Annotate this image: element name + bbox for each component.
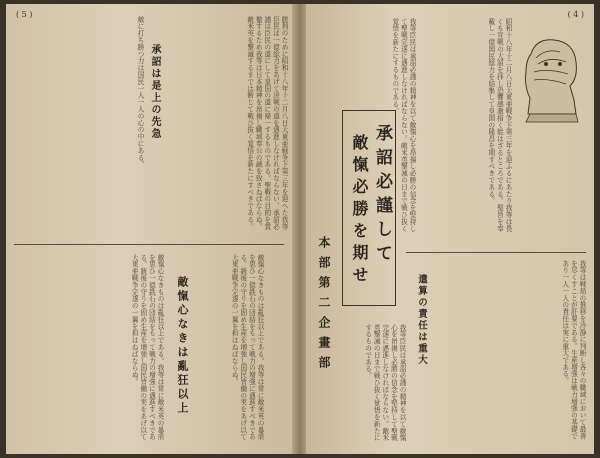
section-heading: 敵愾心なきは亂狂以上 [176,276,189,416]
body-text: 敵愾心なきものは亂狂以上である。我等は常に敵米英の暴虐を思ひ一億鉄石の団結をもって戦力の増強に邁進すべきである。銃後の守りを固め生産を増強し国民皆働の実をあげ以て大東亜戦争完遂の一翼を担はねばならぬ。 [130,254,164,441]
page-number: ( 5 ) [16,10,33,19]
main-title: 承詔必謹して [372,124,392,268]
body-text: 昭和十八年十二月八日大東亜戦争下第三年を迎ふるにあたり我等は畏くも宣戦の大詔を拝し恐懼感激措く能はざるところである。聖旨を奉戴し一億国民総力を結集して皇国の隆昌を期すべきである。 [486,18,512,232]
page-number: ( 4 ) [567,10,584,19]
subheading: 遣算の責任は重大 [416,274,427,366]
left-page [6,4,294,454]
lion-statue-illustration [516,34,586,124]
body-text: 勝利のために昭和十八年十二月八日大東亜戦争下第三年を迎へた我等臣民は一億総力をあげて決戦の道を邁進しなければならない。承詔必謹は臣民の道にして皇国の道に帰一するものである。聖戦の目的を貫徹するため我等は日本精神を昂揚し職域奉公の誠を致さねばならぬ。敵米英を撃滅するまでは断じて戦ひ抜く覚悟を新たにすべきである。 [245,16,288,230]
right-page [306,4,594,454]
section-divider [406,252,586,253]
section-heading: 承詔は是上の先急 [149,44,160,140]
body-text: 我等臣民は承詔必謹の精神を以て敵愾心を昂揚し必勝の信念を堅持して聖戦完遂に邁進しなければならない。敵米英撃滅の日まで戦ひ抜く覚悟を新たにするものである。 [390,18,416,232]
book-spread [6,4,594,454]
section-divider [14,244,284,245]
body-text: 我等は戦局の推移を冷静に判断し各々の職域において最善を尽くすことが肝要である。生産増強は戦力増強の基礎であり一人一人の責任は実に重大である。 [560,260,586,440]
body-text: 我等臣民は承詔必謹の精神を以て敵愾心を昂揚し必勝の信念を堅持して聖戦完遂に邁進しなければならない。敵米英撃滅の日まで戦ひ抜く覚悟を新たにするものである。 [363,324,406,442]
department-name: 本部第二企畫部 [317,236,331,376]
main-title: 敵愾必勝を期せ [350,134,369,288]
body-text: 敵に打ち勝つ力は国民一人一人の心の中にある。 [136,16,144,168]
body-text: 敵愾心なきものは亂狂以上である。我等は常に敵米英の暴虐を思ひ一億鉄石の団結をもって戦力の増強に邁進すべきである。銃後の守りを固め生産を増強し国民皆働の実をあげ以て大東亜戦争完遂の一翼を担はねばならぬ。 [230,254,264,441]
